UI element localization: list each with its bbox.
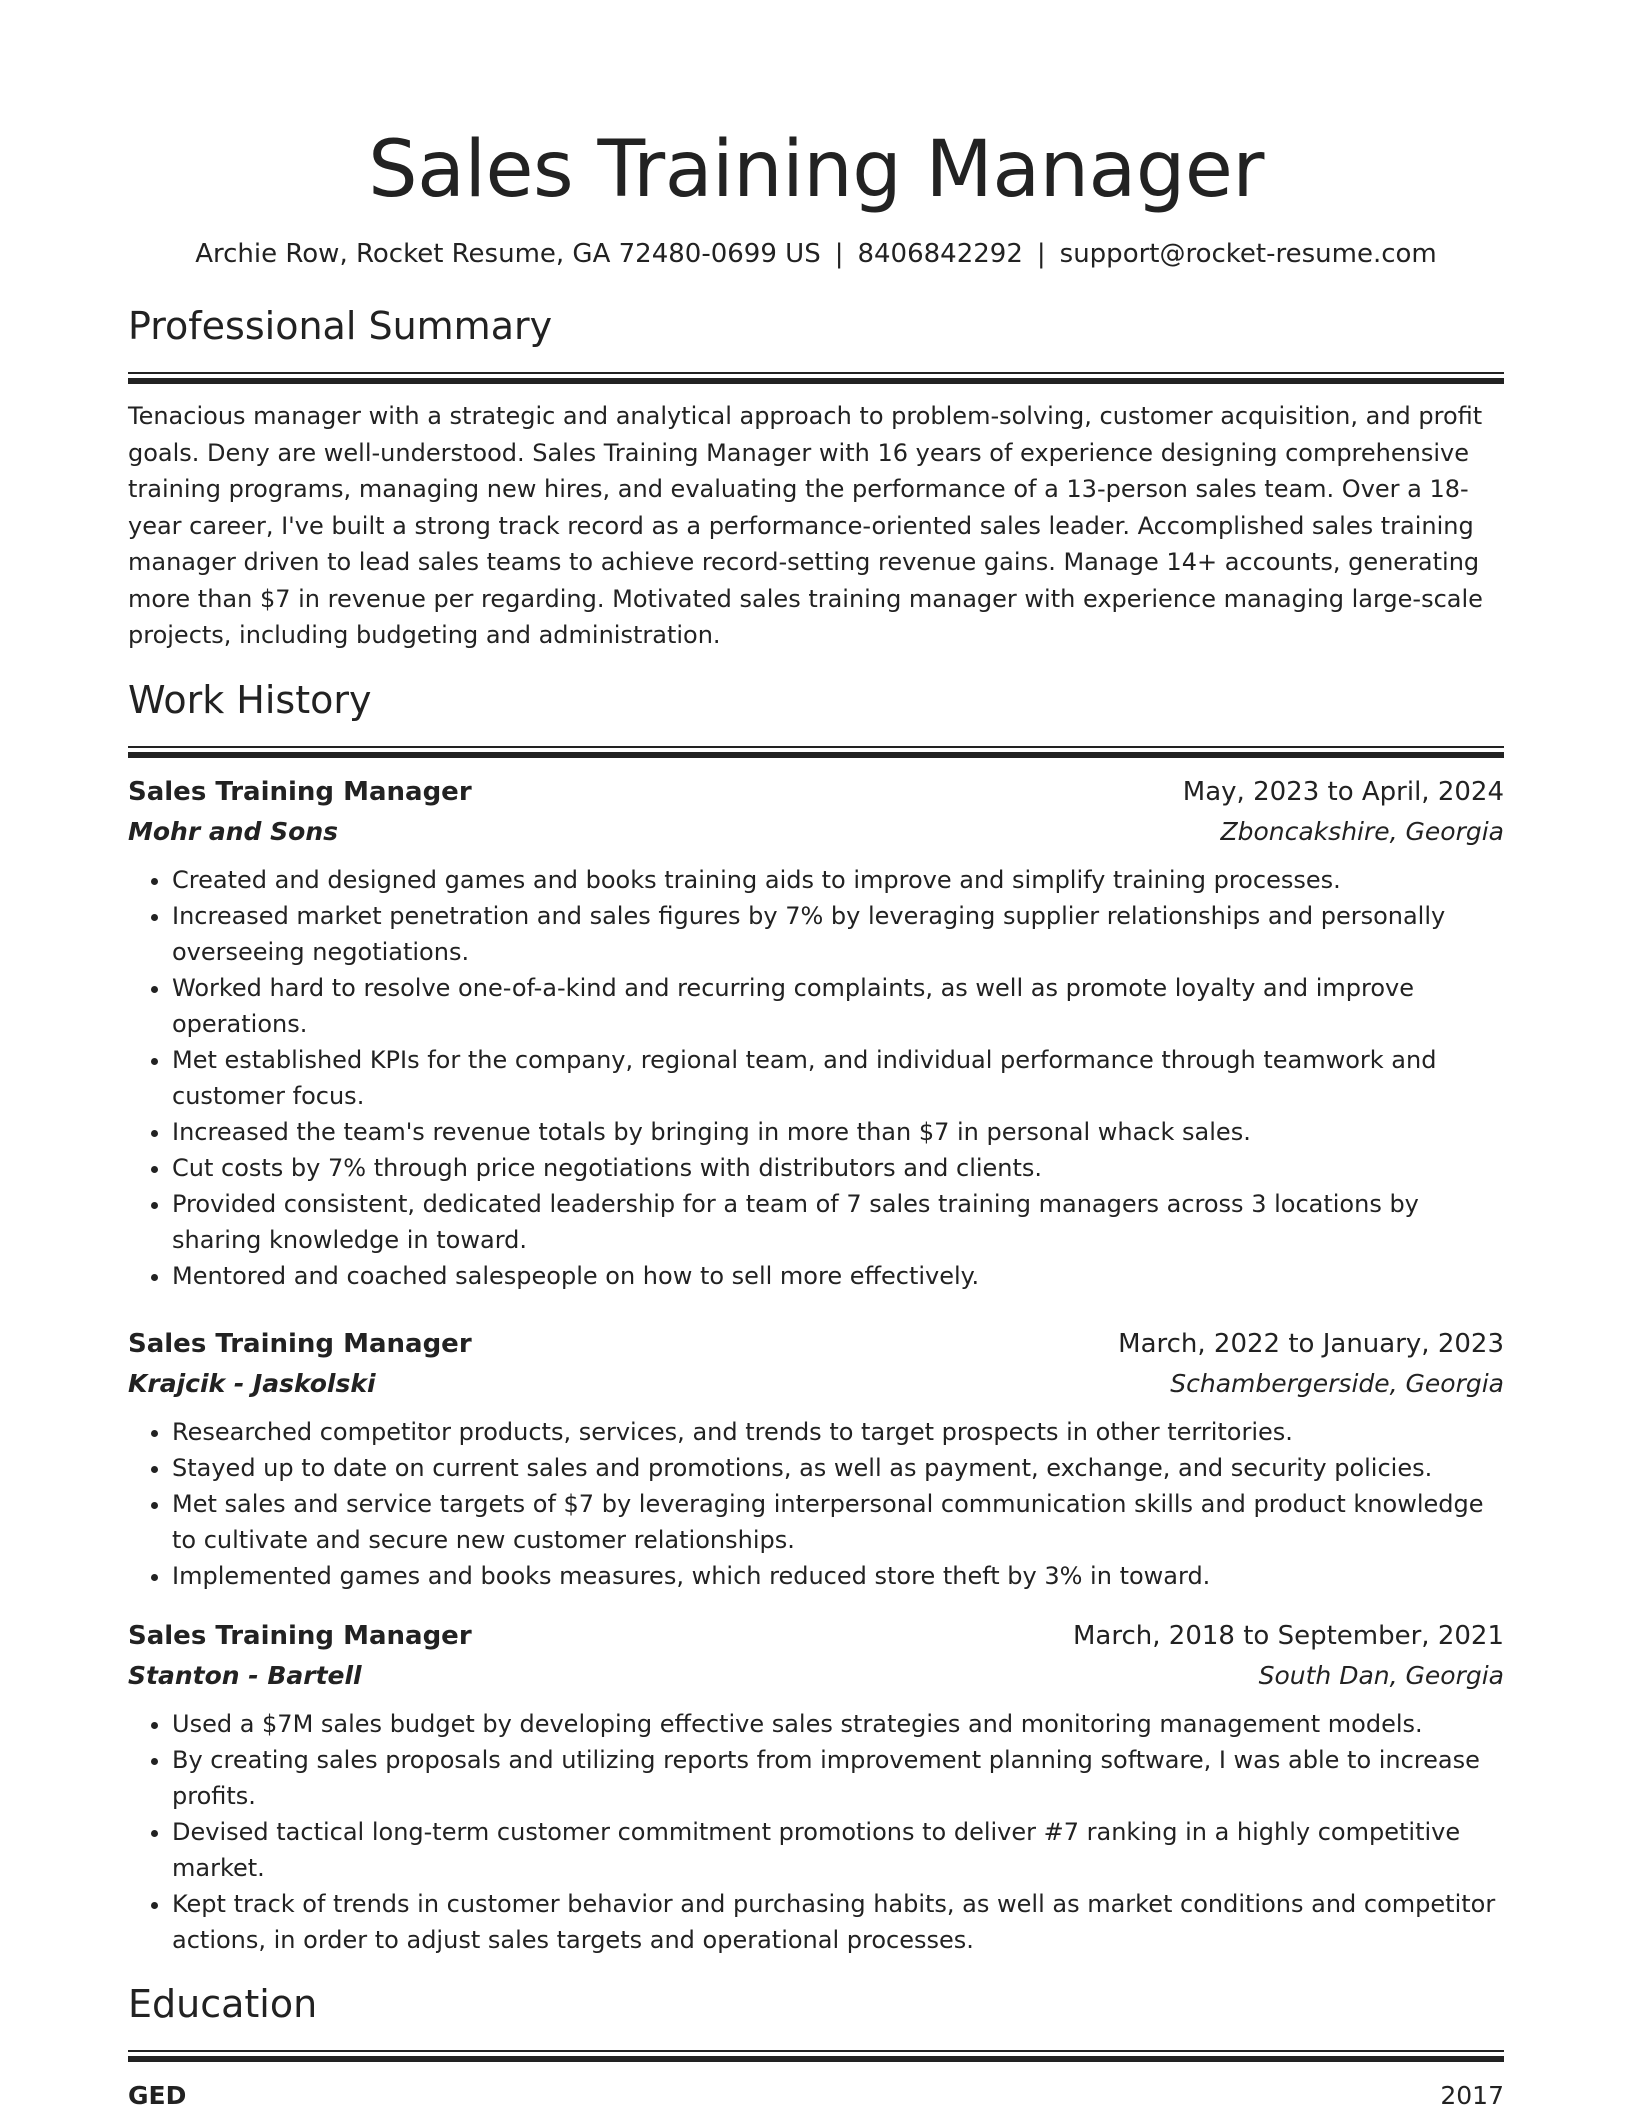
list-item: • By creating sales proposals and utilizing reports from improvement planning software, I was able to increase profits.	[172, 1742, 1504, 1814]
education-degree: GED	[128, 2080, 187, 2110]
job-entry	[128, 1324, 1504, 1594]
work-history-heading: Work History	[128, 677, 372, 722]
contact-phone: 8406842292	[857, 239, 1023, 269]
section-divider	[128, 746, 1504, 758]
education-year: 2017	[1440, 2080, 1504, 2110]
list-item: • Increased market penetration and sales figures by 7% by leveraging supplier relationships and personally overseeing negotiations.	[172, 898, 1504, 970]
list-item: • Cut costs by 7% through price negotiations with distributors and clients.	[172, 1150, 1504, 1186]
list-item: • Increased the team's revenue totals by bringing in more than $7 in personal whack sales.	[172, 1114, 1504, 1150]
list-item: • Used a $7M sales budget by developing effective sales strategies and monitoring management models.	[172, 1706, 1504, 1742]
list-item: • Implemented games and books measures, which reduced store theft by 3% in toward.	[172, 1558, 1504, 1594]
education-heading: Education	[128, 1981, 318, 2026]
summary-section	[128, 302, 1504, 654]
list-item: • Devised tactical long-term customer commitment promotions to deliver #7 ranking in a highly competitive market.	[172, 1814, 1504, 1886]
work-history-section	[128, 676, 1504, 1958]
job-location: Zboncakshire, Georgia	[1220, 816, 1504, 846]
job-dates: March, 2022 to January, 2023	[1118, 1328, 1504, 1359]
list-item: • Worked hard to resolve one-of-a-kind and recurring complaints, as well as promote loyalty and improve operations.	[172, 970, 1504, 1042]
contact-line	[128, 236, 1504, 272]
job-location: South Dan, Georgia	[1258, 1660, 1504, 1690]
summary-text: Tenacious manager with a strategic and analytical approach to problem-solving, customer acquisition, and profit goals. Deny are well-understood. Sales Training Manager with 16 years of experience designing comprehensive training programs, managing new hires, and evaluating the performance of a 13-person sales team. Over a 18-year career, I've built a strong track record as a performance-oriented sales leader. Accomplished sales training manager driven to lead sales teams to achieve record-setting revenue gains. Manage 14+ accounts, generating more than $7 in revenue per regarding. Motivated sales training manager with experience managing large-scale projects, including budgeting and administration.	[128, 402, 1483, 649]
list-item: • Created and designed games and books training aids to improve and simplify training processes.	[172, 862, 1504, 898]
contact-separator: |	[1036, 239, 1046, 269]
job-company: Mohr and Sons	[128, 816, 339, 846]
summary-heading: Professional Summary	[128, 304, 553, 348]
job-bullets	[128, 1706, 1504, 1958]
contact-separator: |	[834, 239, 844, 269]
resume-title: Sales Training Manager	[368, 125, 1264, 215]
section-divider	[128, 372, 1504, 384]
list-item: • Provided consistent, dedicated leadership for a team of 7 sales training managers across 3 locations by sharing knowledge in toward.	[172, 1186, 1504, 1258]
section-divider	[128, 2050, 1504, 2062]
list-item: • Researched competitor products, services, and trends to target prospects in other territories.	[172, 1414, 1504, 1450]
job-title: Sales Training Manager	[128, 1328, 472, 1359]
list-item: • Met sales and service targets of $7 by leveraging interpersonal communication skills and product knowledge to cultivate and secure new customer relationships.	[172, 1486, 1504, 1558]
list-item: • Kept track of trends in customer behavior and purchasing habits, as well as market conditions and competitor actions, in order to adjust sales targets and operational processes.	[172, 1886, 1504, 1958]
job-entry	[128, 772, 1504, 1294]
job-bullets	[128, 862, 1504, 1294]
list-item: • Stayed up to date on current sales and promotions, as well as payment, exchange, and security policies.	[172, 1450, 1504, 1486]
job-title: Sales Training Manager	[128, 776, 472, 807]
job-entry	[128, 1616, 1504, 1958]
education-section	[128, 1980, 1504, 2116]
contact-email: support@rocket-resume.com	[1059, 239, 1437, 269]
job-location: Schambergerside, Georgia	[1170, 1368, 1504, 1398]
job-bullets	[128, 1414, 1504, 1594]
contact-address: Archie Row, Rocket Resume, GA 72480-0699 US	[195, 239, 821, 269]
job-title: Sales Training Manager	[128, 1620, 472, 1651]
job-company: Krajcik - Jaskolski	[128, 1368, 376, 1398]
job-company: Stanton - Bartell	[128, 1660, 362, 1690]
list-item: • Met established KPIs for the company, regional team, and individual performance through teamwork and customer focus.	[172, 1042, 1504, 1114]
list-item: • Mentored and coached salespeople on how to sell more effectively.	[172, 1258, 1504, 1294]
job-dates: May, 2023 to April, 2024	[1182, 776, 1504, 807]
job-dates: March, 2018 to September, 2021	[1073, 1620, 1504, 1651]
